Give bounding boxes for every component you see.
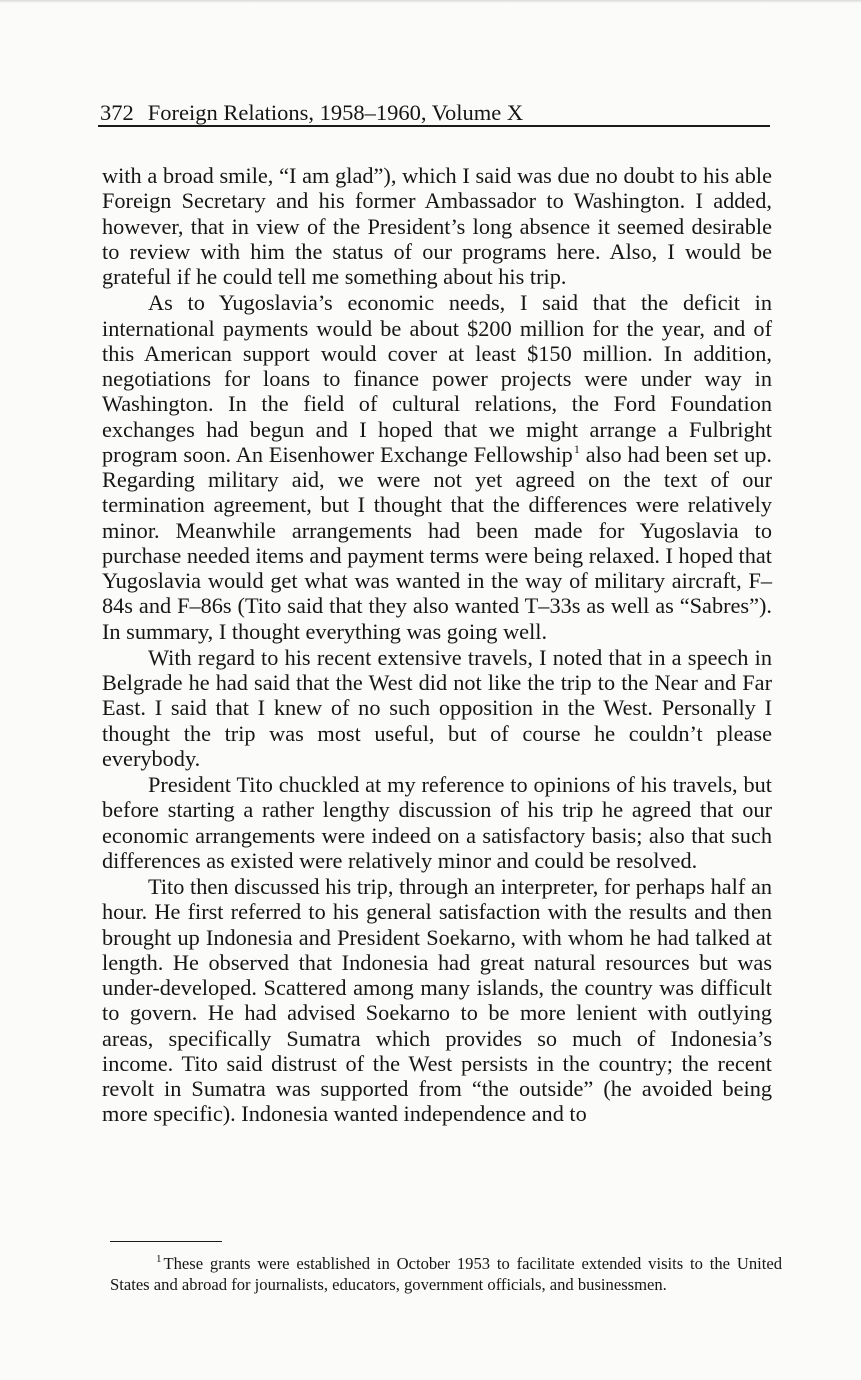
- page-top-edge: [0, 0, 861, 3]
- paragraph-text: As to Yugoslavia’s economic needs, I said that the deficit in international payments would be about $200 million for the year, and of this American support would cover at least $150 million. In addition, negotiations for loans to finance power projects were under way in Washington. In the field of cultural relations, the Ford Foundation exchanges had begun and I hoped that we might arrange a Fulbright program soon. An Eisenhower Exchange Fellowship: [102, 290, 772, 467]
- paragraph-text: also had been set up. Regarding military aid, we were not yet agreed on the text of our termination agreement, but I thought that the differences were relatively minor. Meanwhile arrangements had been made for Yugoslavia to purchase needed items and payment terms were being relaxed. I hoped that Yugoslavia would get what was wanted in the way of military aircraft, F–84s and F–86s (Tito said that they also wanted T–33s as well as “Sabres”). In summary, I thought everything was going well.: [102, 441, 772, 644]
- paragraph-line: with a broad smile, “I am glad”), which I said was due no doubt to his: [102, 163, 730, 188]
- footnote: [110, 1253, 782, 1295]
- paragraph-2: [102, 290, 772, 644]
- paragraph-line: would be grateful if he could tell me something about his trip.: [102, 238, 772, 289]
- footnote-rule: [110, 1241, 222, 1242]
- header-rule: [98, 125, 770, 127]
- paragraph-3: With regard to his recent extensive travels, I noted that in a speech in Belgrade he had said that the West did not like the trip to the Near and Far East. I said that I knew of no such opposition in the West. Personally I thought the trip was most useful, but of course he couldn’t please everybody.: [102, 644, 772, 771]
- body-text: [102, 163, 772, 1127]
- page-number: 372: [100, 100, 134, 125]
- footnote-reference[interactable]: 1: [573, 442, 580, 457]
- footnote-marker: 1: [156, 1253, 162, 1266]
- paragraph-4: President Tito chuckled at my reference to opinions of his travels, but before starting a rather lengthy discussion of his trip he agreed that our economic arrangements were indeed on a satisfactory basis; also that such differences as existed were relatively minor and could be resolved.: [102, 772, 772, 873]
- paragraph-line: added, however, that in view of the President’s long absence it seemed: [102, 188, 772, 239]
- paragraph-line: desirable to review with him the status of our programs here. Also, I: [102, 213, 772, 264]
- running-header: [100, 99, 768, 127]
- paragraph-1: [102, 163, 772, 289]
- running-title: Foreign Relations, 1958–1960, Volume X: [147, 100, 524, 125]
- footnote-text: These grants were established in October 1953 to facilitate extended visits to the United States and abroad for journalists, educators, government officials, and businessmen.: [110, 1254, 782, 1294]
- paragraph-line: able Foreign Secretary and his former Ambassador to Washington. I: [102, 163, 772, 214]
- paragraph-5: Tito then discussed his trip, through an interpreter, for perhaps half an hour. He first referred to his general satisfaction with the results and then brought up Indonesia and President Soekarno, with whom he had talked at length. He observed that Indonesia had great natural resources but was under-developed. Scattered among many islands, the country was difficult to govern. He had advised Soekarno to be more lenient with outlying areas, specifically Sumatra which provides so much of Indonesia’s income. Tito said distrust of the West persists in the country; the recent revolt in Sumatra was supported from “the outside” (he avoided being more specific). Indonesia wanted independence and to: [102, 874, 772, 1127]
